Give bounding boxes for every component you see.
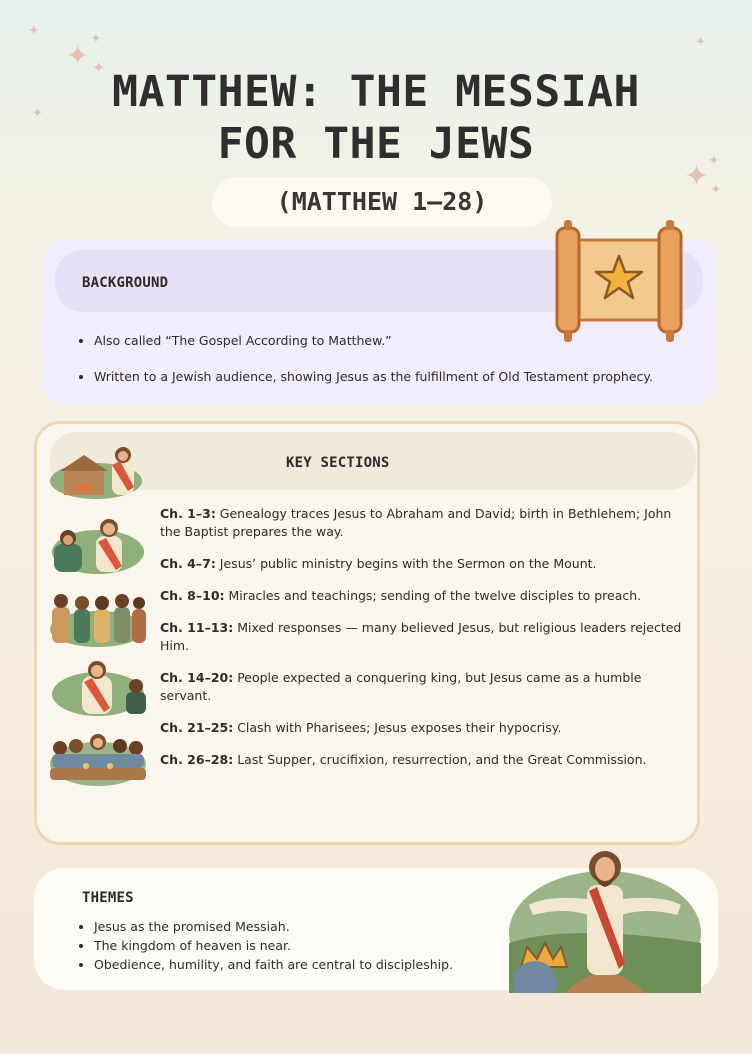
themes-list — [78, 918, 514, 975]
chapter-range: Ch. 26–28: — [160, 752, 234, 767]
list-item — [160, 505, 690, 541]
baptism-illustration — [46, 516, 150, 574]
scroll-star-icon — [553, 218, 685, 346]
last-supper-illustration — [46, 730, 150, 788]
section-summary: Miracles and teachings; sending of the twelve disciples to preach. — [224, 588, 642, 603]
page-title: MATTHEW: THE MESSIAH FOR THE JEWS — [112, 67, 640, 169]
list-item: • Also called “The Gospel According to Matthew.” — [94, 332, 714, 350]
list-item: • Written to a Jewish audience, showing Jesus as the fulfillment of Old Testament prophecy. — [94, 368, 714, 386]
section-summary: Clash with Pharisees; Jesus exposes their hypocrisy. — [233, 720, 562, 735]
chapter-range: Ch. 4–7: — [160, 556, 216, 571]
page-subtitle: (MATTHEW 1–28) — [276, 187, 488, 216]
sparkle-icon: ✦ — [710, 182, 722, 198]
sparkle-icon: ✦ — [92, 58, 106, 77]
key-sections-list — [160, 505, 690, 783]
themes-heading: THEMES — [82, 890, 134, 906]
section-summary: Genealogy traces Jesus to Abraham and David; birth in Bethlehem; John the Baptist prepares the way. — [160, 506, 672, 539]
chapter-range: Ch. 21–25: — [160, 720, 234, 735]
list-item — [160, 555, 690, 573]
list-item — [160, 751, 690, 769]
sparkle-icon: ✦ — [90, 31, 102, 47]
sparkle-icon: ✦ — [695, 35, 706, 50]
chapter-range: Ch. 14–20: — [160, 670, 234, 685]
sparkle-icon: ✦ — [28, 23, 40, 39]
chapter-range: Ch. 11–13: — [160, 620, 234, 635]
sparkle-icon: ✦ — [708, 153, 720, 169]
sparkle-icon: ✦ — [66, 39, 90, 72]
teaching-illustration — [46, 658, 150, 716]
list-item — [160, 719, 690, 737]
list-item — [160, 619, 690, 655]
nativity-illustration — [46, 441, 150, 499]
list-item: • The kingdom of heaven is near. — [94, 937, 514, 955]
list-item — [160, 669, 690, 705]
chapter-range: Ch. 1–3: — [160, 506, 216, 521]
background-heading: BACKGROUND — [82, 275, 169, 291]
list-item — [160, 587, 690, 605]
key-sections-heading: KEY SECTIONS — [286, 455, 390, 471]
jesus-open-arms-illustration — [505, 843, 705, 993]
disciples-illustration — [46, 589, 150, 647]
sparkle-icon: ✦ — [684, 159, 710, 194]
list-item: • Jesus as the promised Messiah. — [94, 918, 514, 936]
section-summary: Last Supper, crucifixion, resurrection, and the Great Commission. — [233, 752, 647, 767]
list-item: • Obedience, humility, and faith are central to discipleship. — [94, 956, 514, 974]
sparkle-icon: ✦ — [32, 106, 43, 121]
section-summary: Mixed responses — many believed Jesus, but religious leaders rejected Him. — [160, 620, 682, 653]
section-summary: People expected a conquering king, but Jesus came as a humble servant. — [160, 670, 642, 703]
section-summary: Jesus’ public ministry begins with the Sermon on the Mount. — [215, 556, 597, 571]
chapter-range: Ch. 8–10: — [160, 588, 225, 603]
